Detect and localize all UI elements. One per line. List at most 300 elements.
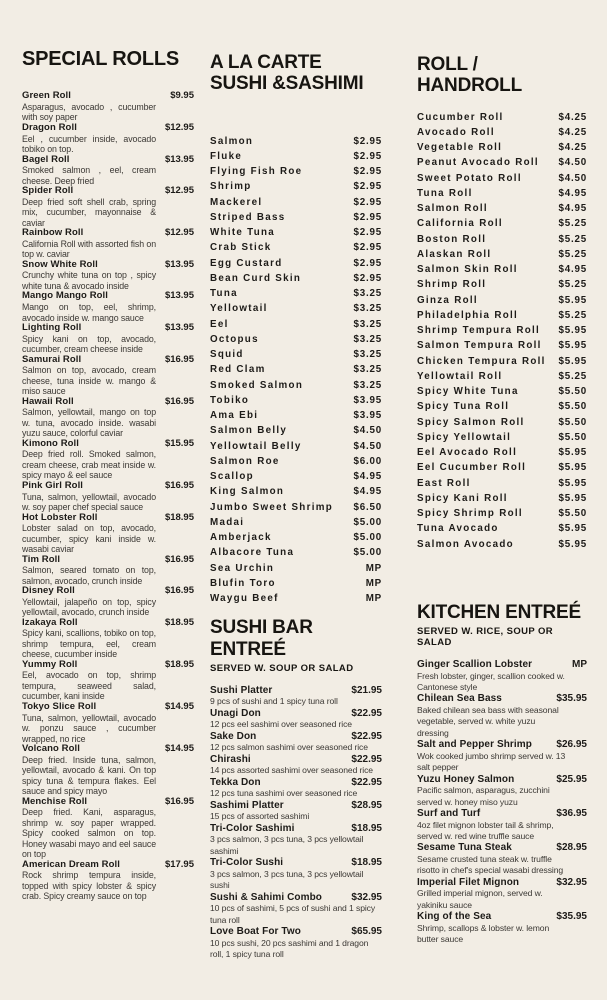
item-price: $4.95 bbox=[558, 187, 587, 199]
item-description: Crunchy white tuna on top , spicy white tuna & avocado inside bbox=[22, 270, 156, 291]
menu-item bbox=[210, 273, 382, 288]
menu-item bbox=[22, 355, 194, 397]
menu-item bbox=[417, 842, 587, 876]
item-price: $28.95 bbox=[556, 842, 587, 854]
item-name: Tri-Color Sashimi bbox=[210, 822, 295, 834]
item-name: Hawaii Roll bbox=[22, 395, 74, 407]
menu-item bbox=[417, 371, 587, 386]
item-description: Spicy kani on top, avocado, cucumber, cream cheese inside bbox=[22, 333, 156, 355]
menu-item bbox=[417, 310, 587, 325]
item-description: Asparagus, avocado , cucumber with soy paper bbox=[22, 101, 156, 123]
menu-item bbox=[22, 397, 194, 439]
menu-item-header bbox=[210, 926, 382, 938]
item-name: Ginza Roll bbox=[417, 294, 478, 306]
item-price: $2.95 bbox=[353, 181, 382, 193]
item-name: Salmon Tempura Roll bbox=[417, 340, 542, 352]
menu-item-header bbox=[210, 777, 382, 789]
menu-item-header bbox=[22, 123, 194, 134]
item-price: $5.95 bbox=[558, 294, 587, 306]
menu-item bbox=[417, 462, 587, 477]
menu-item bbox=[210, 242, 382, 257]
item-description: Wok cooked jumbo shrimp served w. 13 salt pepper bbox=[417, 750, 566, 773]
item-price: $5.00 bbox=[353, 532, 382, 544]
item-description: Baked chilean sea bass with seasonal vegetable, served w. white yuzu dressing bbox=[417, 705, 559, 738]
item-name: White Tuna bbox=[210, 227, 276, 239]
item-name: King of the Sea bbox=[417, 911, 492, 923]
item-name: Sweet Potato Roll bbox=[417, 172, 522, 184]
menu-item bbox=[210, 151, 382, 166]
item-price: $21.95 bbox=[351, 684, 382, 696]
menu-item bbox=[417, 234, 587, 249]
item-description: Lobster salad on top, avocado, cucumber, spicy kani inside w. wasabi caviar bbox=[22, 523, 156, 555]
menu-item bbox=[22, 155, 194, 187]
item-description: 10 pcs of sashimi, 5 pcs of sushi and 1 spicy tuna roll bbox=[210, 903, 376, 925]
menu-item-header bbox=[210, 754, 382, 766]
item-price: $5.25 bbox=[558, 279, 587, 291]
item-price: $15.95 bbox=[164, 437, 194, 449]
item-name: Spicy Yellowtail bbox=[417, 431, 512, 443]
item-description: Smoked salmon , eel, cream cheese. Deep fried bbox=[22, 165, 156, 186]
item-name: Tobiko bbox=[210, 394, 250, 406]
menu-item bbox=[210, 593, 382, 608]
roll-handroll-list bbox=[417, 112, 587, 554]
menu-item bbox=[22, 228, 194, 260]
item-price: $2.95 bbox=[353, 196, 382, 208]
item-name: Sushi Platter bbox=[210, 684, 273, 696]
item-description: Deep fried. Inside tuna, salmon, yellowtail, avocado & kani. On top spicy tuna & tempura flakes. Eel sauce and spicy mayo bbox=[22, 754, 156, 797]
item-price: $18.95 bbox=[164, 616, 194, 628]
menu-item-header bbox=[417, 911, 587, 923]
item-price: $22.95 bbox=[351, 753, 382, 765]
item-price: $16.95 bbox=[164, 585, 194, 597]
item-price: $5.50 bbox=[558, 416, 587, 428]
item-price: MP bbox=[365, 593, 382, 605]
item-name: Scallop bbox=[210, 471, 254, 483]
item-price: $4.25 bbox=[558, 126, 587, 138]
item-price: $5.00 bbox=[353, 516, 382, 528]
item-description: Salmon, yellowtail, mango on top w. tuna, avocado inside. wasabi yuzu sauce, colorful caviar bbox=[22, 407, 156, 439]
item-name: Shrimp bbox=[210, 181, 252, 193]
menu-item bbox=[417, 401, 587, 416]
menu-item bbox=[417, 508, 587, 523]
item-name: Tri-Color Sushi bbox=[210, 857, 284, 869]
menu-item bbox=[210, 410, 382, 425]
menu-item bbox=[22, 439, 194, 481]
menu-item bbox=[210, 441, 382, 456]
item-description: Pacific salmon, asparagus, zucchini served w. honey miso yuzu bbox=[417, 785, 550, 807]
menu-item bbox=[417, 539, 587, 554]
menu-item-header bbox=[210, 857, 382, 869]
sushi-bar-entree-list bbox=[210, 685, 382, 961]
item-name: Unagi Don bbox=[210, 707, 261, 719]
menu-item bbox=[210, 708, 382, 731]
item-price: $9.95 bbox=[170, 90, 194, 102]
menu-item bbox=[417, 523, 587, 538]
menu-item bbox=[417, 911, 587, 945]
item-price: $5.25 bbox=[558, 248, 587, 260]
item-name: Tim Roll bbox=[22, 553, 61, 565]
menu-item bbox=[210, 227, 382, 242]
item-price: $16.95 bbox=[164, 553, 194, 565]
item-name: Snow White Roll bbox=[22, 258, 98, 270]
item-name: Spicy Kani Roll bbox=[417, 492, 508, 504]
kitchen-entree-list bbox=[417, 659, 587, 946]
menu-item bbox=[417, 173, 587, 188]
item-name: Waygu Beef bbox=[210, 593, 279, 605]
item-name: Menchise Roll bbox=[22, 795, 88, 807]
item-price: $5.00 bbox=[353, 547, 382, 559]
menu-item bbox=[210, 334, 382, 349]
item-price: $35.95 bbox=[556, 911, 587, 923]
item-name: Bagel Roll bbox=[22, 153, 70, 165]
item-price: $22.95 bbox=[351, 776, 382, 788]
menu-item bbox=[22, 291, 194, 323]
item-price: $3.25 bbox=[353, 303, 382, 315]
item-price: MP bbox=[572, 659, 587, 671]
item-name: Chirashi bbox=[210, 753, 251, 765]
item-name: Salmon Belly bbox=[210, 425, 288, 437]
menu-item bbox=[22, 797, 194, 860]
item-price: $36.95 bbox=[556, 808, 587, 820]
item-name: Egg Custard bbox=[210, 257, 283, 269]
menu-item-header bbox=[210, 731, 382, 743]
menu-item-header bbox=[22, 439, 194, 450]
item-price: $5.25 bbox=[558, 218, 587, 230]
menu-item bbox=[210, 471, 382, 486]
item-description: 3 pcs salmon, 3 pcs tuna, 3 pcs yellowtail sashimi bbox=[210, 834, 364, 856]
menu-item-header bbox=[22, 260, 194, 271]
item-price: $4.25 bbox=[558, 142, 587, 154]
item-name: Striped Bass bbox=[210, 211, 286, 223]
item-description: Salmon, seared tomato on top, salmon, avocado, crunch inside bbox=[22, 565, 156, 586]
column-special-rolls bbox=[22, 48, 194, 902]
item-name: Red Clam bbox=[210, 364, 266, 376]
item-name: Spider Roll bbox=[22, 185, 74, 197]
menu-item-header bbox=[22, 797, 194, 808]
menu-item-header bbox=[22, 860, 194, 871]
menu-item bbox=[417, 693, 587, 739]
menu-item bbox=[210, 754, 382, 777]
item-name: Lighting Roll bbox=[22, 322, 82, 334]
item-name: Sesame Tuna Steak bbox=[417, 842, 512, 854]
item-price: $16.95 bbox=[164, 795, 194, 807]
item-description: Tuna, salmon, yellowtail, avocado w. ponzu sauce , cucumber wrapped, no rice bbox=[22, 712, 156, 744]
menu-item bbox=[210, 800, 382, 823]
menu-item bbox=[210, 685, 382, 708]
menu-item bbox=[417, 264, 587, 279]
item-name: Volcano Roll bbox=[22, 743, 81, 755]
item-name: Flying Fish Roe bbox=[210, 166, 303, 178]
menu-item-header bbox=[22, 618, 194, 629]
item-price: $28.95 bbox=[351, 799, 382, 811]
item-price: $2.95 bbox=[353, 150, 382, 162]
item-description: Fresh lobster, ginger, scallion cooked w. Cantonese style bbox=[417, 670, 565, 693]
item-name: Shrimp Roll bbox=[417, 279, 487, 291]
item-name: Salt and Pepper Shrimp bbox=[417, 739, 533, 751]
section-title-roll-handroll: ROLL / HANDROLL bbox=[417, 54, 522, 97]
menu-item-header bbox=[22, 586, 194, 597]
menu-item bbox=[417, 340, 587, 355]
menu-item bbox=[417, 157, 587, 172]
item-price: $35.95 bbox=[556, 693, 587, 705]
menu-item bbox=[210, 364, 382, 379]
menu-item bbox=[417, 279, 587, 294]
menu-item bbox=[417, 808, 587, 842]
item-price: $13.95 bbox=[164, 258, 194, 270]
item-price: $16.95 bbox=[164, 353, 194, 365]
menu-item-header bbox=[417, 659, 587, 671]
item-name: Ama Ebi bbox=[210, 410, 259, 422]
menu-item bbox=[210, 857, 382, 891]
item-name: Salmon bbox=[210, 135, 254, 147]
section-title-sushi-bar-entree: SUSHI BAR ENTREÉ bbox=[210, 617, 313, 660]
menu-item bbox=[210, 486, 382, 501]
menu-item bbox=[210, 502, 382, 517]
menu-item bbox=[417, 249, 587, 264]
item-name: Jumbo Sweet Shrimp bbox=[210, 501, 334, 513]
item-price: $2.95 bbox=[353, 227, 382, 239]
section-sushi-bar-entree bbox=[210, 617, 382, 960]
item-name: Bean Curd Skin bbox=[210, 272, 302, 284]
menu-item bbox=[210, 926, 382, 960]
menu-item bbox=[210, 166, 382, 181]
menu-item bbox=[417, 112, 587, 127]
item-name: Vegetable Roll bbox=[417, 142, 503, 154]
menu-item bbox=[22, 618, 194, 660]
item-price: $22.95 bbox=[351, 730, 382, 742]
item-name: Spicy White Tuna bbox=[417, 386, 519, 398]
menu-item bbox=[210, 456, 382, 471]
item-description: 15 pcs of assorted sashimi bbox=[210, 811, 310, 822]
item-name: Tekka Don bbox=[210, 776, 261, 788]
item-name: Fluke bbox=[210, 150, 243, 162]
menu-item bbox=[22, 186, 194, 228]
item-name: Boston Roll bbox=[417, 233, 487, 245]
item-price: $32.95 bbox=[351, 891, 382, 903]
item-name: Squid bbox=[210, 349, 244, 361]
item-price: $13.95 bbox=[164, 290, 194, 302]
item-name: Sashimi Platter bbox=[210, 799, 284, 811]
menu-item bbox=[22, 91, 194, 123]
menu-item bbox=[417, 659, 587, 693]
item-price: $3.25 bbox=[353, 349, 382, 361]
item-price: $14.95 bbox=[164, 743, 194, 755]
menu-item bbox=[22, 260, 194, 292]
item-description: Eel, avocado on top, shrimp tempura, seaweed salad, cucumber, kani inside bbox=[22, 670, 156, 702]
menu-item bbox=[417, 218, 587, 233]
menu-item-header bbox=[210, 892, 382, 904]
item-name: Salmon Roll bbox=[417, 203, 488, 215]
menu-item bbox=[210, 197, 382, 212]
menu-item-header bbox=[417, 739, 587, 751]
menu-item-header bbox=[22, 186, 194, 197]
menu-item-header bbox=[22, 513, 194, 524]
menu-item-header bbox=[210, 685, 382, 697]
item-name: Madai bbox=[210, 516, 245, 528]
menu-item bbox=[417, 188, 587, 203]
menu-item bbox=[22, 744, 194, 797]
item-name: Salmon Avocado bbox=[417, 538, 514, 550]
menu-item bbox=[417, 493, 587, 508]
item-price: $4.95 bbox=[558, 203, 587, 215]
menu-item-header bbox=[22, 228, 194, 239]
section-subtitle-kitchen-entree: SERVED W. RICE, SOUP OR SALAD bbox=[417, 626, 554, 649]
menu-item bbox=[210, 349, 382, 364]
menu-item-header bbox=[22, 744, 194, 755]
item-description: California Roll with assorted fish on top w. caviar bbox=[22, 238, 156, 260]
menu-item bbox=[417, 142, 587, 157]
item-name: Eel Avocado Roll bbox=[417, 447, 518, 459]
menu-item bbox=[417, 127, 587, 142]
item-name: Smoked Salmon bbox=[210, 379, 304, 391]
item-description: 14 pcs assorted sashimi over seasoned rice bbox=[210, 765, 373, 776]
item-description: Deep fried roll. Smoked salmon, cream cheese, crab meat inside w. spicy mayo & eel sauce bbox=[22, 449, 156, 481]
item-price: $4.25 bbox=[558, 111, 587, 123]
menu-item bbox=[417, 877, 587, 911]
item-description: 3 pcs salmon, 3 pcs tuna, 3 pcs yellowtail sushi bbox=[210, 868, 364, 891]
item-price: $18.95 bbox=[164, 511, 194, 523]
menu-item-header bbox=[22, 481, 194, 492]
item-name: Alaskan Roll bbox=[417, 248, 492, 260]
item-price: $16.95 bbox=[164, 479, 194, 491]
item-price: $18.95 bbox=[164, 658, 194, 670]
item-price: $5.95 bbox=[558, 477, 587, 489]
menu-item bbox=[210, 380, 382, 395]
item-price: $5.50 bbox=[558, 401, 587, 413]
menu-item bbox=[210, 288, 382, 303]
item-price: $12.95 bbox=[164, 185, 194, 197]
menu-item bbox=[417, 295, 587, 310]
menu-item bbox=[417, 356, 587, 371]
item-price: $25.95 bbox=[556, 773, 587, 785]
menu-item-header bbox=[210, 708, 382, 720]
item-price: $3.25 bbox=[353, 379, 382, 391]
menu-item-header bbox=[417, 808, 587, 820]
item-price: $2.95 bbox=[353, 211, 382, 223]
section-title-kitchen-entree: KITCHEN ENTREÉ bbox=[417, 601, 581, 623]
item-price: $3.95 bbox=[353, 394, 382, 406]
menu-item bbox=[417, 325, 587, 340]
item-name: Surf and Turf bbox=[417, 808, 481, 820]
item-name: Pink Girl Roll bbox=[22, 479, 84, 491]
item-name: Albacore Tuna bbox=[210, 547, 295, 559]
menu-item-header bbox=[417, 842, 587, 854]
a-la-carte-list bbox=[210, 136, 382, 609]
menu-item-header bbox=[417, 774, 587, 786]
menu-item bbox=[417, 739, 587, 773]
item-description: 10 pcs sushi, 20 pcs sashimi and 1 dragon roll, 1 spicy tuna roll bbox=[210, 937, 369, 960]
item-name: Octopus bbox=[210, 333, 259, 345]
menu-item bbox=[210, 395, 382, 410]
item-description: Spicy kani, scallions, tobiko on top, shrimp tempura, eel, cream cheese, cucumber inside bbox=[22, 628, 156, 660]
item-description: Mango on top, eel, shrimp, avocado inside w. mango sauce bbox=[22, 302, 156, 323]
item-price: $17.95 bbox=[164, 858, 194, 870]
item-price: $5.25 bbox=[558, 233, 587, 245]
menu-item-header bbox=[417, 693, 587, 705]
item-price: $5.50 bbox=[558, 508, 587, 520]
item-price: $13.95 bbox=[164, 153, 194, 165]
section-title-special-rolls: SPECIAL ROLLS bbox=[22, 48, 180, 70]
menu-item bbox=[22, 586, 194, 618]
item-price: $16.95 bbox=[164, 395, 194, 407]
item-price: $18.95 bbox=[351, 857, 382, 869]
item-price: $4.50 bbox=[353, 425, 382, 437]
item-name: Love Boat For Two bbox=[210, 926, 301, 938]
item-description: Grilled imperial mignon, served w. yakiniku sauce bbox=[417, 888, 543, 910]
item-name: Kimono Roll bbox=[22, 437, 80, 449]
item-price: MP bbox=[365, 577, 382, 589]
item-price: $2.95 bbox=[353, 135, 382, 147]
menu-item bbox=[210, 425, 382, 440]
item-description: Shrimp, scallops & lobster w. lemon butter sauce bbox=[417, 922, 550, 945]
item-name: Ginger Scallion Lobster bbox=[417, 659, 533, 671]
menu-item-header bbox=[22, 91, 194, 102]
item-name: Tuna Avocado bbox=[417, 523, 499, 535]
item-price: $18.95 bbox=[351, 822, 382, 834]
item-name: Sake Don bbox=[210, 730, 257, 742]
item-price: $2.95 bbox=[353, 257, 382, 269]
item-price: $26.95 bbox=[556, 739, 587, 751]
item-description: 12 pcs tuna sashimi over seasoned rice bbox=[210, 788, 358, 799]
item-name: Yummy Roll bbox=[22, 658, 78, 670]
item-price: $4.50 bbox=[353, 440, 382, 452]
menu-item-header bbox=[22, 555, 194, 566]
menu-item bbox=[22, 481, 194, 513]
item-name: Yellowtail Belly bbox=[210, 440, 302, 452]
menu-item-header bbox=[210, 823, 382, 835]
item-name: Avocado Roll bbox=[417, 126, 495, 138]
menu-item bbox=[22, 123, 194, 155]
item-description: 9 pcs of sushi and 1 spicy tuna roll bbox=[210, 696, 338, 707]
menu-item-header bbox=[22, 355, 194, 366]
item-name: Disney Roll bbox=[22, 585, 75, 597]
item-name: Dragon Roll bbox=[22, 121, 77, 133]
item-name: Yellowtail bbox=[210, 303, 268, 315]
item-name: Mango Mango Roll bbox=[22, 290, 109, 302]
item-price: $5.95 bbox=[558, 447, 587, 459]
item-description: 4oz filet mignon lobster tail & shrimp, served w. red wine truffle sauce bbox=[417, 819, 554, 842]
menu-item bbox=[417, 417, 587, 432]
item-price: $5.50 bbox=[558, 431, 587, 443]
item-name: Green Roll bbox=[22, 90, 72, 102]
item-price: $5.95 bbox=[558, 492, 587, 504]
menu-item-header bbox=[210, 800, 382, 812]
menu-item bbox=[417, 478, 587, 493]
item-name: Salmon Roe bbox=[210, 455, 280, 467]
item-price: $5.25 bbox=[558, 370, 587, 382]
item-price: $6.00 bbox=[353, 455, 382, 467]
menu-item bbox=[210, 181, 382, 196]
item-name: Amberjack bbox=[210, 532, 272, 544]
item-price: $3.25 bbox=[353, 364, 382, 376]
item-name: Yellowtail Roll bbox=[417, 370, 503, 382]
item-description: Deep fried. Kani, asparagus, shrimp w. soy paper wrapped. Spicy cooked salmon on top. Honey wasabi mayo and eel sauce on top bbox=[22, 807, 156, 860]
item-description: Eel , cucumber inside, avocado tobiko on top. bbox=[22, 133, 156, 155]
item-price: $4.50 bbox=[558, 172, 587, 184]
item-price: $5.25 bbox=[558, 309, 587, 321]
item-name: Izakaya Roll bbox=[22, 616, 78, 628]
item-price: $5.95 bbox=[558, 462, 587, 474]
menu-item bbox=[417, 447, 587, 462]
item-name: American Dream Roll bbox=[22, 858, 120, 870]
item-name: Imperial Filet Mignon bbox=[417, 876, 520, 888]
item-name: Eel bbox=[210, 318, 229, 330]
menu-item-header bbox=[417, 877, 587, 889]
menu-item-header bbox=[22, 155, 194, 166]
item-name: Blufin Toro bbox=[210, 577, 276, 589]
item-price: $5.95 bbox=[558, 355, 587, 367]
menu-item bbox=[210, 532, 382, 547]
